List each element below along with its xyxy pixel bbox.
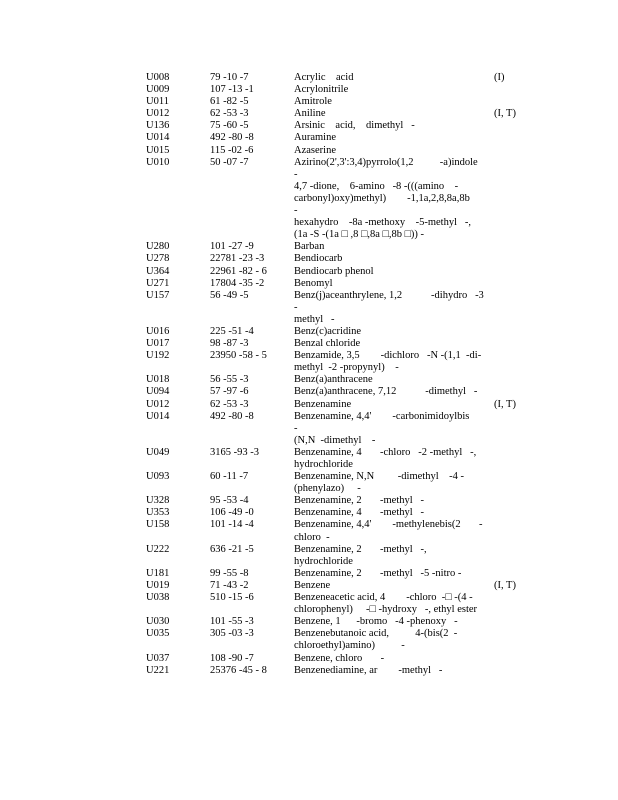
substance-name: Benzenamine, 2 -methyl -5 -nitro -: [294, 567, 462, 579]
waste-code: U018: [146, 374, 170, 386]
substance-name: Acrylic acid: [294, 72, 354, 83]
table-row: [146, 374, 526, 386]
hazardous-waste-table: [146, 72, 526, 677]
waste-code: U049: [146, 446, 170, 458]
table-row: [146, 145, 526, 157]
substance-name: Benzal chloride: [294, 338, 361, 350]
table-row: [146, 241, 526, 253]
cas-number: 50 -07 -7: [210, 156, 249, 168]
cas-number: 56 -49 -5: [210, 289, 249, 301]
table-row: [146, 580, 526, 592]
cas-number: 75 -60 -5: [210, 120, 249, 132]
waste-code: U038: [146, 592, 170, 604]
waste-code: U158: [146, 519, 170, 531]
table-row: [146, 326, 526, 338]
substance-name: Benzenebutanoic acid, 4-(bis(2 - chloroethyl)amino) -: [294, 628, 458, 652]
waste-code: U094: [146, 386, 170, 398]
substance-name: Aniline: [294, 108, 326, 120]
substance-name: Benzenamine, 4,4' -carbonimidoylbis - (N,N -dimethyl -: [294, 410, 470, 446]
table-row: [146, 544, 526, 568]
table-row: [146, 399, 526, 411]
waste-code: U009: [146, 84, 170, 96]
table-row: [146, 447, 526, 471]
waste-code: U017: [146, 338, 170, 350]
cas-number: 636 -21 -5: [210, 543, 254, 555]
cas-number: 492 -80 -8: [210, 132, 254, 144]
substance-name: Amitrole: [294, 96, 332, 108]
table-row: [146, 495, 526, 507]
table-row: [146, 411, 526, 447]
table-row: [146, 350, 526, 374]
waste-code: U035: [146, 628, 170, 640]
waste-code: U008: [146, 72, 170, 83]
table-row: [146, 253, 526, 265]
substance-name: Benzenediamine, ar -methyl -: [294, 664, 443, 676]
substance-name: Benzene, 1 -bromo -4 -phenoxy -: [294, 616, 458, 628]
cas-number: 107 -13 -1: [210, 84, 254, 96]
table-row: [146, 290, 526, 326]
substance-name: Benzenamine, 4 -chloro -2 -methyl -, hydrochloride: [294, 446, 477, 470]
cas-number: 95 -53 -4: [210, 495, 249, 507]
waste-code: U353: [146, 507, 170, 519]
cas-number: 106 -49 -0: [210, 507, 254, 519]
table-row: [146, 338, 526, 350]
hazard-code: (I): [494, 72, 505, 83]
substance-name: Benzenamine, 4,4' -methylenebis(2 - chloro -: [294, 519, 483, 543]
substance-name: Benomyl: [294, 277, 333, 289]
waste-code: U278: [146, 253, 170, 265]
table-row: [146, 665, 526, 677]
waste-code: U222: [146, 543, 170, 555]
waste-code: U010: [146, 156, 170, 168]
substance-name: Benzenamine, N,N -dimethyl -4 - (phenylazo) -: [294, 471, 464, 495]
table-row: [146, 471, 526, 495]
hazard-code: (I, T): [494, 108, 516, 120]
cas-number: 60 -11 -7: [210, 471, 249, 483]
waste-code: U364: [146, 265, 170, 277]
table-row: [146, 84, 526, 96]
table-row: [146, 386, 526, 398]
cas-number: 108 -90 -7: [210, 652, 254, 664]
table-row: [146, 568, 526, 580]
cas-number: 22781 -23 -3: [210, 253, 265, 265]
waste-code: U181: [146, 567, 170, 579]
waste-code: U016: [146, 325, 170, 337]
cas-number: 22961 -82 - 6: [210, 265, 267, 277]
table-row: [146, 616, 526, 628]
table-row: [146, 157, 526, 242]
substance-name: Bendiocarb: [294, 253, 343, 265]
substance-name: Benz(c)acridine: [294, 325, 362, 337]
table-row: [146, 96, 526, 108]
cas-number: 79 -10 -7: [210, 72, 249, 83]
substance-name: Benz(a)anthracene: [294, 374, 373, 386]
substance-name: Benzenamine: [294, 398, 352, 410]
substance-name: Acrylonitrile: [294, 84, 349, 96]
cas-number: 57 -97 -6: [210, 386, 249, 398]
cas-number: 17804 -35 -2: [210, 277, 265, 289]
waste-code: U271: [146, 277, 170, 289]
substance-name: Azaserine: [294, 144, 336, 156]
waste-code: U093: [146, 471, 170, 483]
table-row: [146, 266, 526, 278]
waste-code: U019: [146, 579, 170, 591]
waste-code: U014: [146, 410, 170, 422]
waste-code: U012: [146, 108, 170, 120]
cas-number: 101 -55 -3: [210, 616, 254, 628]
waste-code: U221: [146, 664, 170, 676]
cas-number: 101 -27 -9: [210, 241, 254, 253]
table-row: [146, 592, 526, 616]
substance-name: Benzenamine, 4 -methyl -: [294, 507, 425, 519]
cas-number: 23950 -58 - 5: [210, 350, 267, 362]
cas-number: 305 -03 -3: [210, 628, 254, 640]
substance-name: Arsinic acid, dimethyl -: [294, 120, 415, 132]
substance-name: Auramine: [294, 132, 336, 144]
waste-code: U014: [146, 132, 170, 144]
cas-number: 98 -87 -3: [210, 338, 249, 350]
cas-number: 3165 -93 -3: [210, 446, 259, 458]
table-row: [146, 108, 526, 120]
cas-number: 62 -53 -3: [210, 398, 249, 410]
substance-name: Benzene, chloro -: [294, 652, 385, 664]
table-row: [146, 653, 526, 665]
waste-code: U157: [146, 289, 170, 301]
waste-code: U030: [146, 616, 170, 628]
table-row: [146, 507, 526, 519]
waste-code: U328: [146, 495, 170, 507]
cas-number: 101 -14 -4: [210, 519, 254, 531]
waste-code: U012: [146, 398, 170, 410]
waste-code: U280: [146, 241, 170, 253]
hazard-code: (I, T): [494, 579, 516, 591]
hazard-code: (I, T): [494, 398, 516, 410]
substance-name: Benzenamine, 2 -methyl -, hydrochloride: [294, 543, 427, 567]
table-row: [146, 72, 526, 84]
cas-number: 61 -82 -5: [210, 96, 249, 108]
substance-name: Barban: [294, 241, 325, 253]
waste-code: U015: [146, 144, 170, 156]
cas-number: 115 -02 -6: [210, 144, 254, 156]
table-row: [146, 519, 526, 543]
cas-number: 56 -55 -3: [210, 374, 249, 386]
substance-name: Benzamide, 3,5 -dichloro -N -(1,1 -di- methyl -2 -propynyl) -: [294, 350, 482, 374]
substance-name: Benz(a)anthracene, 7,12 -dimethyl -: [294, 386, 478, 398]
substance-name: Benzeneacetic acid, 4 -chloro -□ -(4 - chlorophenyl) -□ -hydroxy -, ethyl ester: [294, 592, 478, 616]
substance-name: Benzene: [294, 579, 331, 591]
substance-name: Benz(j)aceanthrylene, 1,2 -dihydro -3 - methyl -: [294, 289, 484, 325]
table-row: [146, 628, 526, 652]
substance-name: Benzenamine, 2 -methyl -: [294, 495, 425, 507]
waste-code: U037: [146, 652, 170, 664]
table-row: [146, 278, 526, 290]
cas-number: 71 -43 -2: [210, 579, 249, 591]
cas-number: 492 -80 -8: [210, 410, 254, 422]
cas-number: 99 -55 -8: [210, 567, 249, 579]
waste-code: U192: [146, 350, 170, 362]
table-row: [146, 120, 526, 132]
substance-name: Bendiocarb phenol: [294, 265, 374, 277]
waste-code: U011: [146, 96, 169, 108]
waste-code: U136: [146, 120, 170, 132]
substance-name: Azirino(2',3':3,4)pyrrolo(1,2 -a)indole - 4,7 -dione, 6-amino -8 -(((amino - carbonyl)oxy)methyl) -1,1a,2,8,8a,8b - hexahydro -8a -methoxy -5-methyl -, (1a -S -(1a □ ,8 □,8a □,8b □)) -: [294, 156, 478, 241]
cas-number: 510 -15 -6: [210, 592, 254, 604]
cas-number: 25376 -45 - 8: [210, 664, 267, 676]
cas-number: 62 -53 -3: [210, 108, 249, 120]
cas-number: 225 -51 -4: [210, 325, 254, 337]
table-row: [146, 132, 526, 144]
